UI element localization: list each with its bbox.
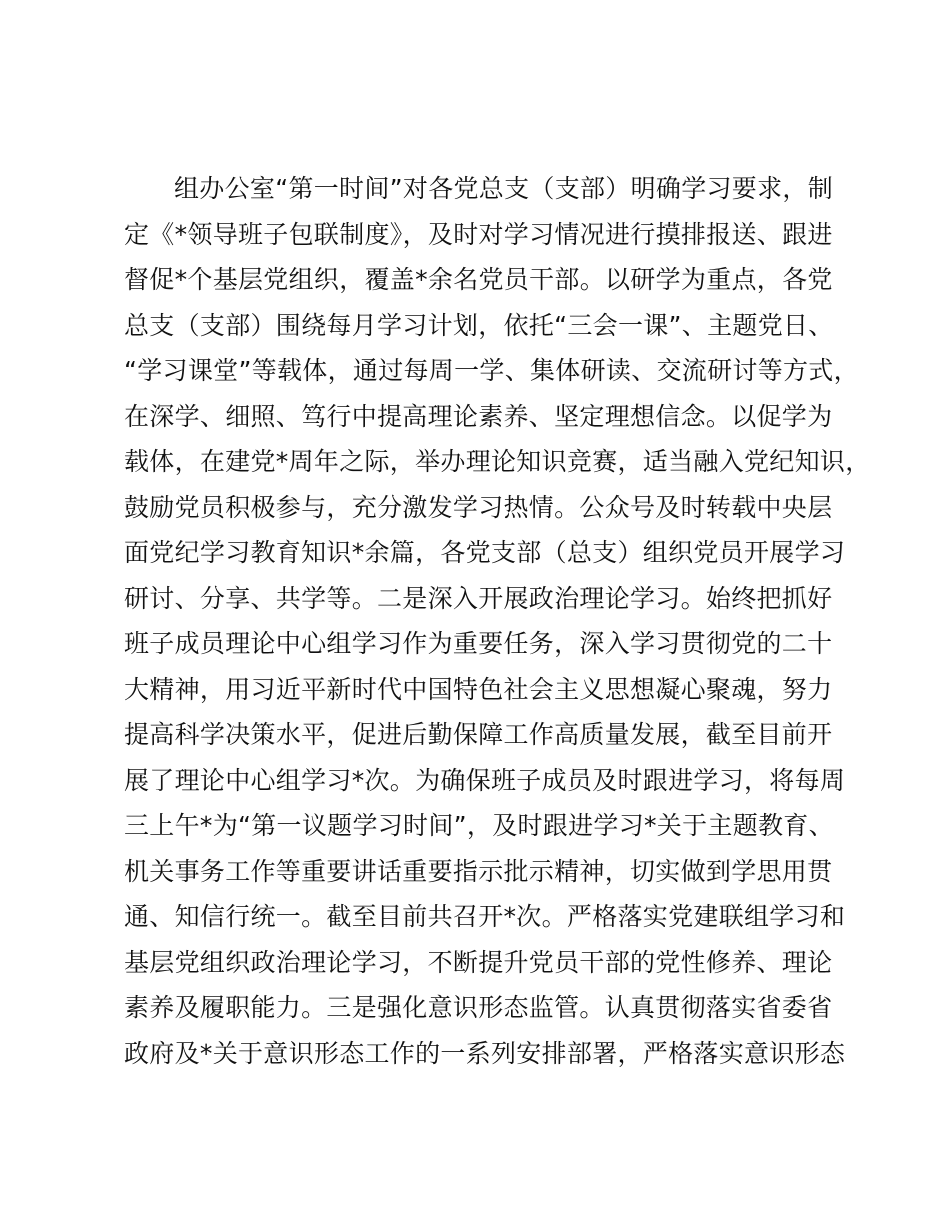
text-line: 机关事务工作等重要讲话重要指示批示精神，切实做到学思用贯	[124, 856, 833, 886]
text-line: 通、知信行统一。截至目前共召开*次。严格落实党建联组学习和	[124, 902, 846, 931]
text-line: 督促*个基层党组织，覆盖*余名党员干部。以研学为重点，各党	[124, 265, 833, 294]
text-line: 面党纪学习教育知识*余篇，各党支部（总支）组织党员开展学习	[124, 538, 846, 567]
text-line: 三上午*为“第一议题学习时间”，及时跟进学习*关于主题教育、	[124, 811, 834, 840]
text-line: 班子成员理论中心组学习作为重要任务，深入学习贯彻党的二十	[124, 629, 833, 658]
body-paragraph	[124, 166, 871, 1076]
text-line: 鼓励党员积极参与，充分激发学习热情。公众号及时转载中央层	[124, 492, 833, 522]
text-line: 基层党组织政治理论学习，不断提升党员干部的党性修养、理论	[124, 947, 833, 977]
text-line: 提高科学决策水平，促进后勤保障工作高质量发展，截至目前开	[124, 720, 833, 749]
text-line: 政府及*关于意识形态工作的一系列安排部署，严格落实意识形态	[124, 1038, 846, 1068]
text-line: 定《*领导班子包联制度》，及时对学习情况进行摸排报送、跟进	[124, 219, 833, 249]
text-line: 大精神，用习近平新时代中国特色社会主义思想凝心聚魂，努力	[124, 674, 833, 704]
text-line: “学习课堂”等载体，通过每周一学、集体研读、交流研讨等方式，	[124, 356, 859, 385]
text-line: 研讨、分享、共学等。二是深入开展政治理论学习。始终把抓好	[124, 583, 833, 613]
text-line: 总支（支部）围绕每月学习计划，依托“三会一课”、主题党日、	[124, 310, 834, 340]
text-line: 素养及履职能力。三是强化意识形态监管。认真贯彻落实省委省	[124, 993, 833, 1022]
text-line: 展了理论中心组学习*次。为确保班子成员及时跟进学习，将每周	[124, 765, 846, 795]
text-line: 组办公室“第一时间”对各党总支（支部）明确学习要求，制	[174, 174, 834, 203]
text-line: 在深学、细照、笃行中提高理论素养、坚定理想信念。以促学为	[124, 401, 833, 431]
text-line: 载体，在建党*周年之际，举办理论知识竞赛，适当融入党纪知识，	[124, 447, 871, 476]
